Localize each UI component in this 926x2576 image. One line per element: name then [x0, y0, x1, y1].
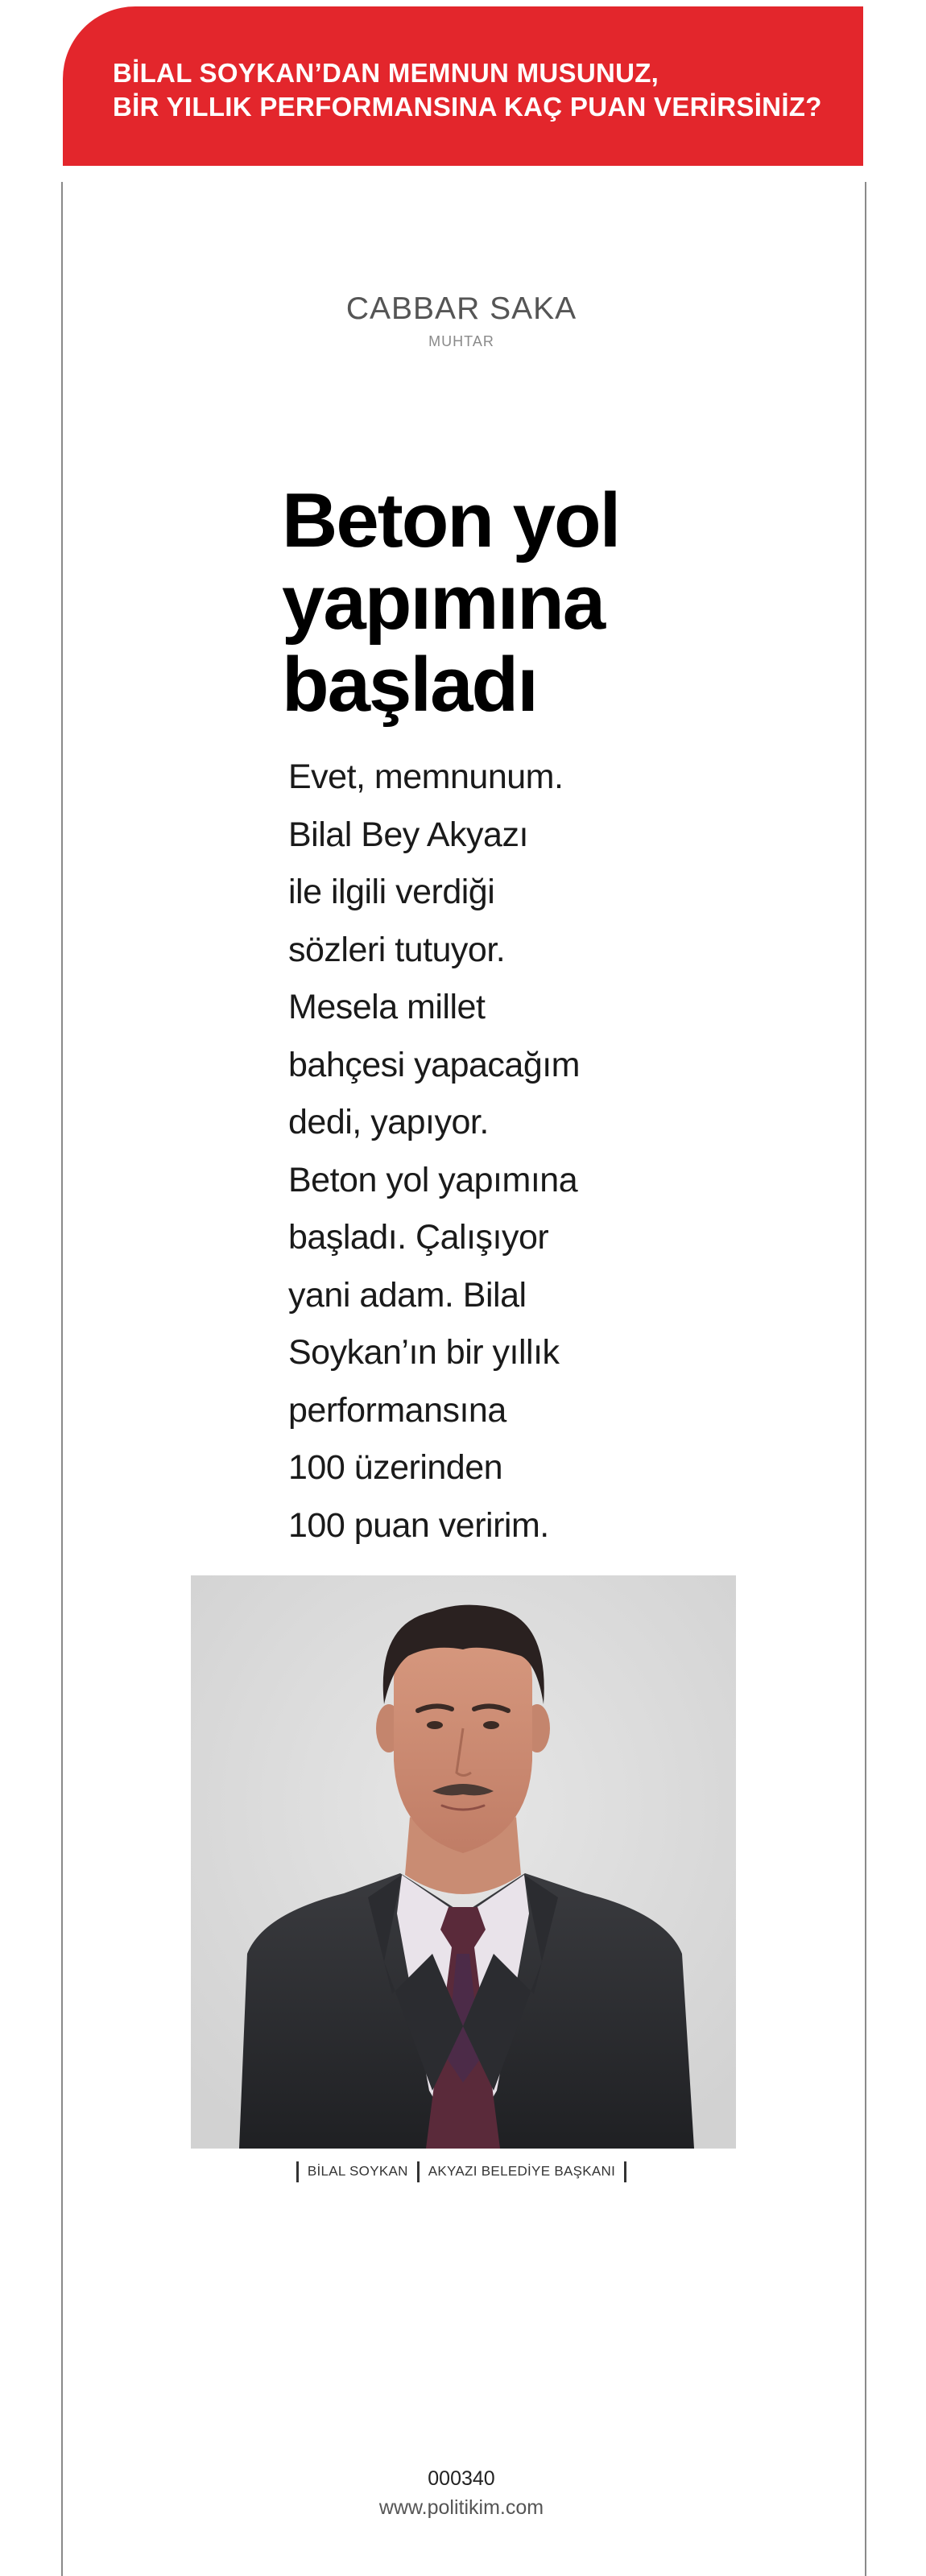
quote-line: Soykan’ın bir yıllık [288, 1333, 560, 1372]
respondent-name: CABBAR SAKA [345, 291, 577, 326]
frame-border-left [61, 182, 63, 2576]
quote-line: 100 üzerinden [288, 1448, 503, 1487]
quote-line: başladı. Çalışıyor [288, 1218, 549, 1257]
caption-divider [296, 2161, 299, 2182]
headline-line-3: başladı [282, 642, 537, 728]
page-code: 000340 [428, 2467, 495, 2490]
footer [0, 2465, 923, 2521]
byline [0, 291, 923, 351]
photo-caption [0, 2159, 923, 2184]
website-url: www.politikim.com [378, 2496, 544, 2519]
caption-divider [624, 2161, 626, 2182]
portrait-illustration [191, 1575, 736, 2149]
quote-line: Bilal Bey Akyazı [288, 815, 528, 854]
quote-line: yani adam. Bilal [288, 1275, 527, 1315]
quote-line: Evet, memnunum. [288, 758, 564, 796]
quote-line: ile ilgili verdiği [288, 873, 495, 911]
caption-person-name: BİLAL SOYKAN [307, 2163, 408, 2179]
quote-line: Mesela millet [288, 988, 486, 1026]
quote-line: bahçesi yapacağım [288, 1045, 580, 1084]
quote-line: sözleri tutuyor. [288, 930, 506, 969]
headline-line-2: yapımına [282, 559, 605, 646]
quote-line: dedi, yapıyor. [288, 1103, 489, 1141]
caption-person-title: AKYAZI BELEDİYE BAŞKANI [428, 2163, 616, 2179]
caption-divider [417, 2161, 420, 2182]
quote-line: Beton yol yapımına [288, 1160, 578, 1199]
headline-line-1: Beton yol [282, 477, 620, 564]
quote-body [288, 749, 691, 1554]
banner-line-1: BİLAL SOYKAN’DAN MEMNUN MUSUNUZ, [113, 58, 659, 88]
portrait-photo [191, 1575, 736, 2149]
quote-line: performansına [288, 1390, 506, 1430]
frame-border-right [865, 182, 866, 2576]
question-banner [63, 6, 863, 166]
banner-line-2: BİR YILLIK PERFORMANSINA KAÇ PUAN VERİRSİNİZ? [113, 92, 822, 122]
headline [282, 477, 684, 728]
quote-line: 100 puan veririm. [288, 1505, 549, 1545]
respondent-role: MUHTAR [428, 333, 494, 349]
